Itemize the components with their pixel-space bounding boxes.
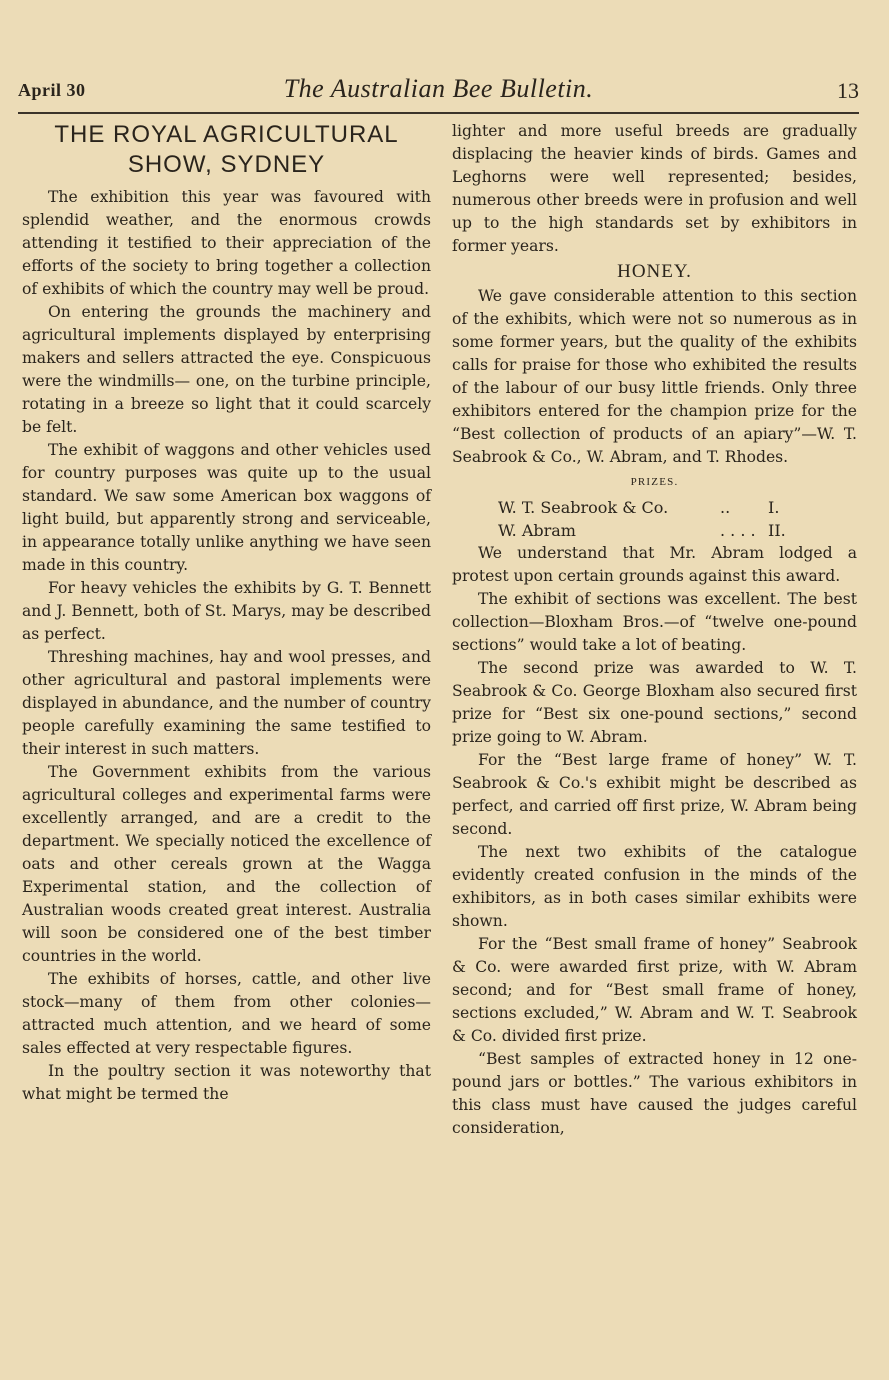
paragraph: We gave considerable attention to this section of the exhibits, which were not so numerous as in some former years, but the quality of the exhibits calls for praise for those who exhibited the results of the labour of our busy little friends. Only three exhibitors entered for the champion prize for the “Best collection of products of an apiary”—W. T. Seabrook & Co., W. Abram, and T. Rhodes.	[452, 287, 857, 466]
article-title-line2: SHOW, SYDNEY	[127, 151, 326, 178]
prize-leader: . . . .	[720, 521, 756, 540]
page-number: 13	[837, 78, 859, 103]
prize-place: II.	[768, 521, 786, 540]
paragraph: For heavy vehicles the exhibits by G. T. Bennett and J. Bennett, both of St. Marys, may be described as perfect.	[22, 579, 431, 643]
prize-row	[452, 496, 857, 519]
prize-leader: ..	[720, 498, 731, 517]
prize-row	[452, 519, 857, 542]
paragraph: The second prize was awarded to W. T. Seabrook & Co. George Bloxham also secured first prize for “Best six one-pound sections,” second prize going to W. Abram.	[452, 659, 857, 746]
paragraph: For the “Best large frame of honey” W. T. Seabrook & Co.'s exhibit might be described as perfect, and carried off first prize, W. Abram being second.	[452, 751, 857, 838]
paragraph: We understand that Mr. Abram lodged a protest upon certain grounds against this award.	[452, 544, 857, 585]
article-title-line1: THE ROYAL AGRICULTURAL	[54, 121, 399, 148]
prize-place: I.	[768, 498, 780, 517]
right-column	[452, 120, 857, 1140]
publication-title: The Australian Bee Bulletin.	[283, 74, 594, 103]
paragraph: Threshing machines, hay and wool presses, and other agricultural and pastoral implements were displayed in abundance, and the number of country people carefully examining the same testified to their interest in such matters.	[22, 648, 431, 758]
paragraph: On entering the grounds the machinery and agricultural implements displayed by enterprising makers and sellers attracted the eye. Conspicuous were the windmills— one, on the turbine principle, rotating in a breeze so light that it could scarcely be felt.	[22, 303, 431, 436]
paragraph: The Government exhibits from the various agricultural colleges and experimental farms were excellently arranged, and are a credit to the department. We specially noticed the excellence of oats and other cereals grown at the Wagga Experimental station, and the collection of Australian woods created great interest. Australia will soon be considered one of the best timber countries in the world.	[22, 763, 431, 965]
paragraph: For the “Best small frame of honey” Seabrook & Co. were awarded first prize, with W. Abram second; and for “Best small frame of honey, sections excluded,” W. Abram and W. T. Seabrook & Co. divided first prize.	[452, 935, 857, 1045]
paragraph: The exhibit of waggons and other vehicles used for country purposes was quite up to the usual standard. We saw some American box waggons of light build, but apparently strong and serviceable, in appearance totally unlike anything we have seen made in this country.	[22, 441, 431, 574]
paragraph: The exhibit of sections was excellent. The best collection—Bloxham Bros.—of “twelve one-pound sections” would take a lot of beating.	[452, 590, 857, 654]
paragraph: In the poultry section it was noteworthy that what might be termed the	[22, 1062, 431, 1103]
prize-winner: W. Abram	[498, 521, 576, 540]
left-column	[22, 120, 431, 1106]
paragraph: “Best samples of extracted honey in 12 one-pound jars or bottles.” The various exhibitors in this class must have caused the judges careful consideration,	[452, 1050, 857, 1137]
header-date: April 30	[18, 80, 86, 100]
paragraph: The exhibition this year was favoured with splendid weather, and the enormous crowds attending it testified to their appreciation of the efforts of the society to bring together a collection of exhibits of which the country may well be proud.	[22, 188, 431, 298]
paragraph: The exhibits of horses, cattle, and other live stock—many of them from other colonies—attracted much attention, and we heard of some sales effected at very respectable figures.	[22, 970, 431, 1057]
paragraph: The next two exhibits of the catalogue evidently created confusion in the minds of the exhibitors, as in both cases similar exhibits were shown.	[452, 843, 857, 930]
article-title	[22, 120, 431, 180]
page-header	[18, 72, 859, 114]
prize-winner: W. T. Seabrook & Co.	[498, 498, 669, 517]
paragraph-continued: lighter and more useful breeds are gradually displacing the heavier kinds of birds. Games and Leghorns were well represented; besides, numerous other breeds were in profusion and well up to the high standards set by exhibitors in former years.	[452, 122, 857, 255]
prizes-heading: PRIZES.	[630, 476, 679, 488]
honey-heading: HONEY.	[617, 261, 692, 282]
